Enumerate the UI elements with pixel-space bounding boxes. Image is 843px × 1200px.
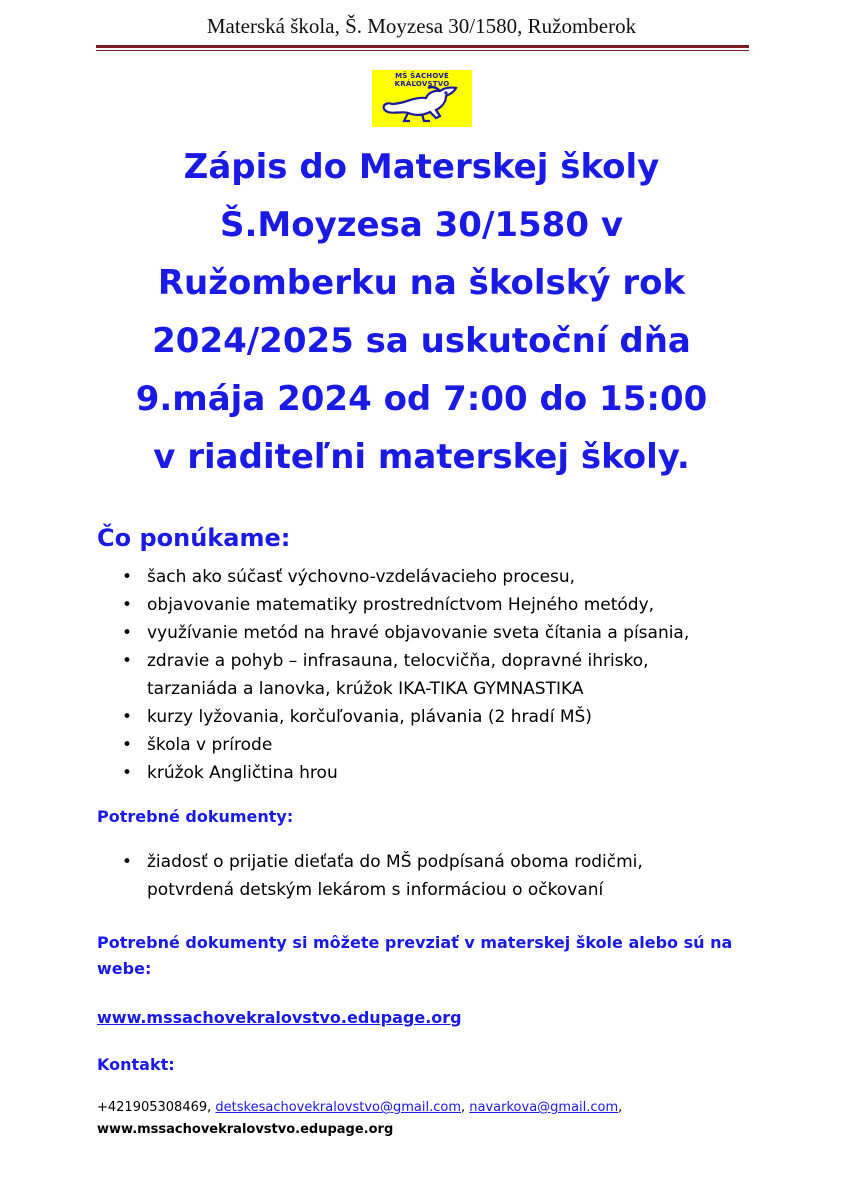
- offer-item: • kurzy lyžovania, korčuľovania, plávania (2 hradí MŠ): [120, 703, 780, 731]
- horse-icon: [378, 82, 466, 124]
- header-rule-thin: [96, 50, 749, 51]
- email-link-detskesachovekralovstvo[interactable]: detskesachovekralovstvo@gmail.com: [215, 1100, 461, 1115]
- offer-heading: Čo ponúkame:: [97, 524, 291, 552]
- email-link-navarkova[interactable]: navarkova@gmail.com: [469, 1100, 619, 1115]
- page-header: Materská škola, Š. Moyzesa 30/1580, Ružomberok: [206, 14, 637, 38]
- contact-heading: Kontakt:: [97, 1055, 175, 1074]
- header-rule-thick: [96, 45, 749, 48]
- document-item-line: žiadosť o prijatie dieťaťa do MŠ podpísaná oboma rodičmi,: [147, 852, 643, 872]
- document-item: [120, 848, 780, 904]
- offer-item: [120, 647, 780, 703]
- offer-item: • objavovanie matematiky prostredníctvom Hejného metódy,: [120, 591, 780, 619]
- separator: ,: [618, 1100, 623, 1115]
- contact-line: [97, 1100, 622, 1115]
- document-item-line: potvrdená detským lekárom s informáciou o očkovaní: [147, 880, 604, 900]
- offer-item-line: tarzaniáda a lanovka, krúžok IKA-TIKA GYMNASTIKA: [147, 679, 584, 699]
- offer-item: • krúžok Angličtina hrou: [120, 759, 780, 787]
- download-note: Potrebné dokumenty si môžete prevziať v materskej škole alebo sú na webe:: [97, 933, 733, 978]
- title-line: 2024/2025 sa uskutoční dňa: [152, 321, 691, 361]
- contact-website: www.mssachovekralovstvo.edupage.org: [97, 1122, 394, 1137]
- school-logo: [372, 70, 472, 127]
- title-line: v riaditeľni materskej školy.: [153, 437, 690, 477]
- phone-number: +421905308469,: [97, 1100, 212, 1115]
- enrollment-title: [60, 138, 783, 486]
- offer-list: [120, 563, 780, 787]
- title-line: Š.Moyzesa 30/1580 v: [220, 205, 623, 245]
- offer-item: • škola v prírode: [120, 731, 780, 759]
- documents-heading: Potrebné dokumenty:: [97, 807, 294, 826]
- offer-item: • šach ako súčasť výchovno-vzdelávacieho procesu,: [120, 563, 780, 591]
- offer-item-line: zdravie a pohyb – infrasauna, telocvičňa, dopravné ihrisko,: [147, 651, 649, 671]
- title-line: Zápis do Materskej školy: [183, 147, 660, 187]
- title-line: 9.mája 2024 od 7:00 do 15:00: [135, 379, 708, 419]
- logo-text: MŠ ŠACHOVÉ KRÁĽOVSTVO: [394, 72, 450, 88]
- website-link[interactable]: www.mssachovekralovstvo.edupage.org: [97, 1008, 462, 1027]
- title-line: Ružomberku na školský rok: [157, 263, 686, 303]
- separator: ,: [461, 1100, 466, 1115]
- offer-item: • využívanie metód na hravé objavovanie sveta čítania a písania,: [120, 619, 780, 647]
- documents-list: [120, 848, 780, 904]
